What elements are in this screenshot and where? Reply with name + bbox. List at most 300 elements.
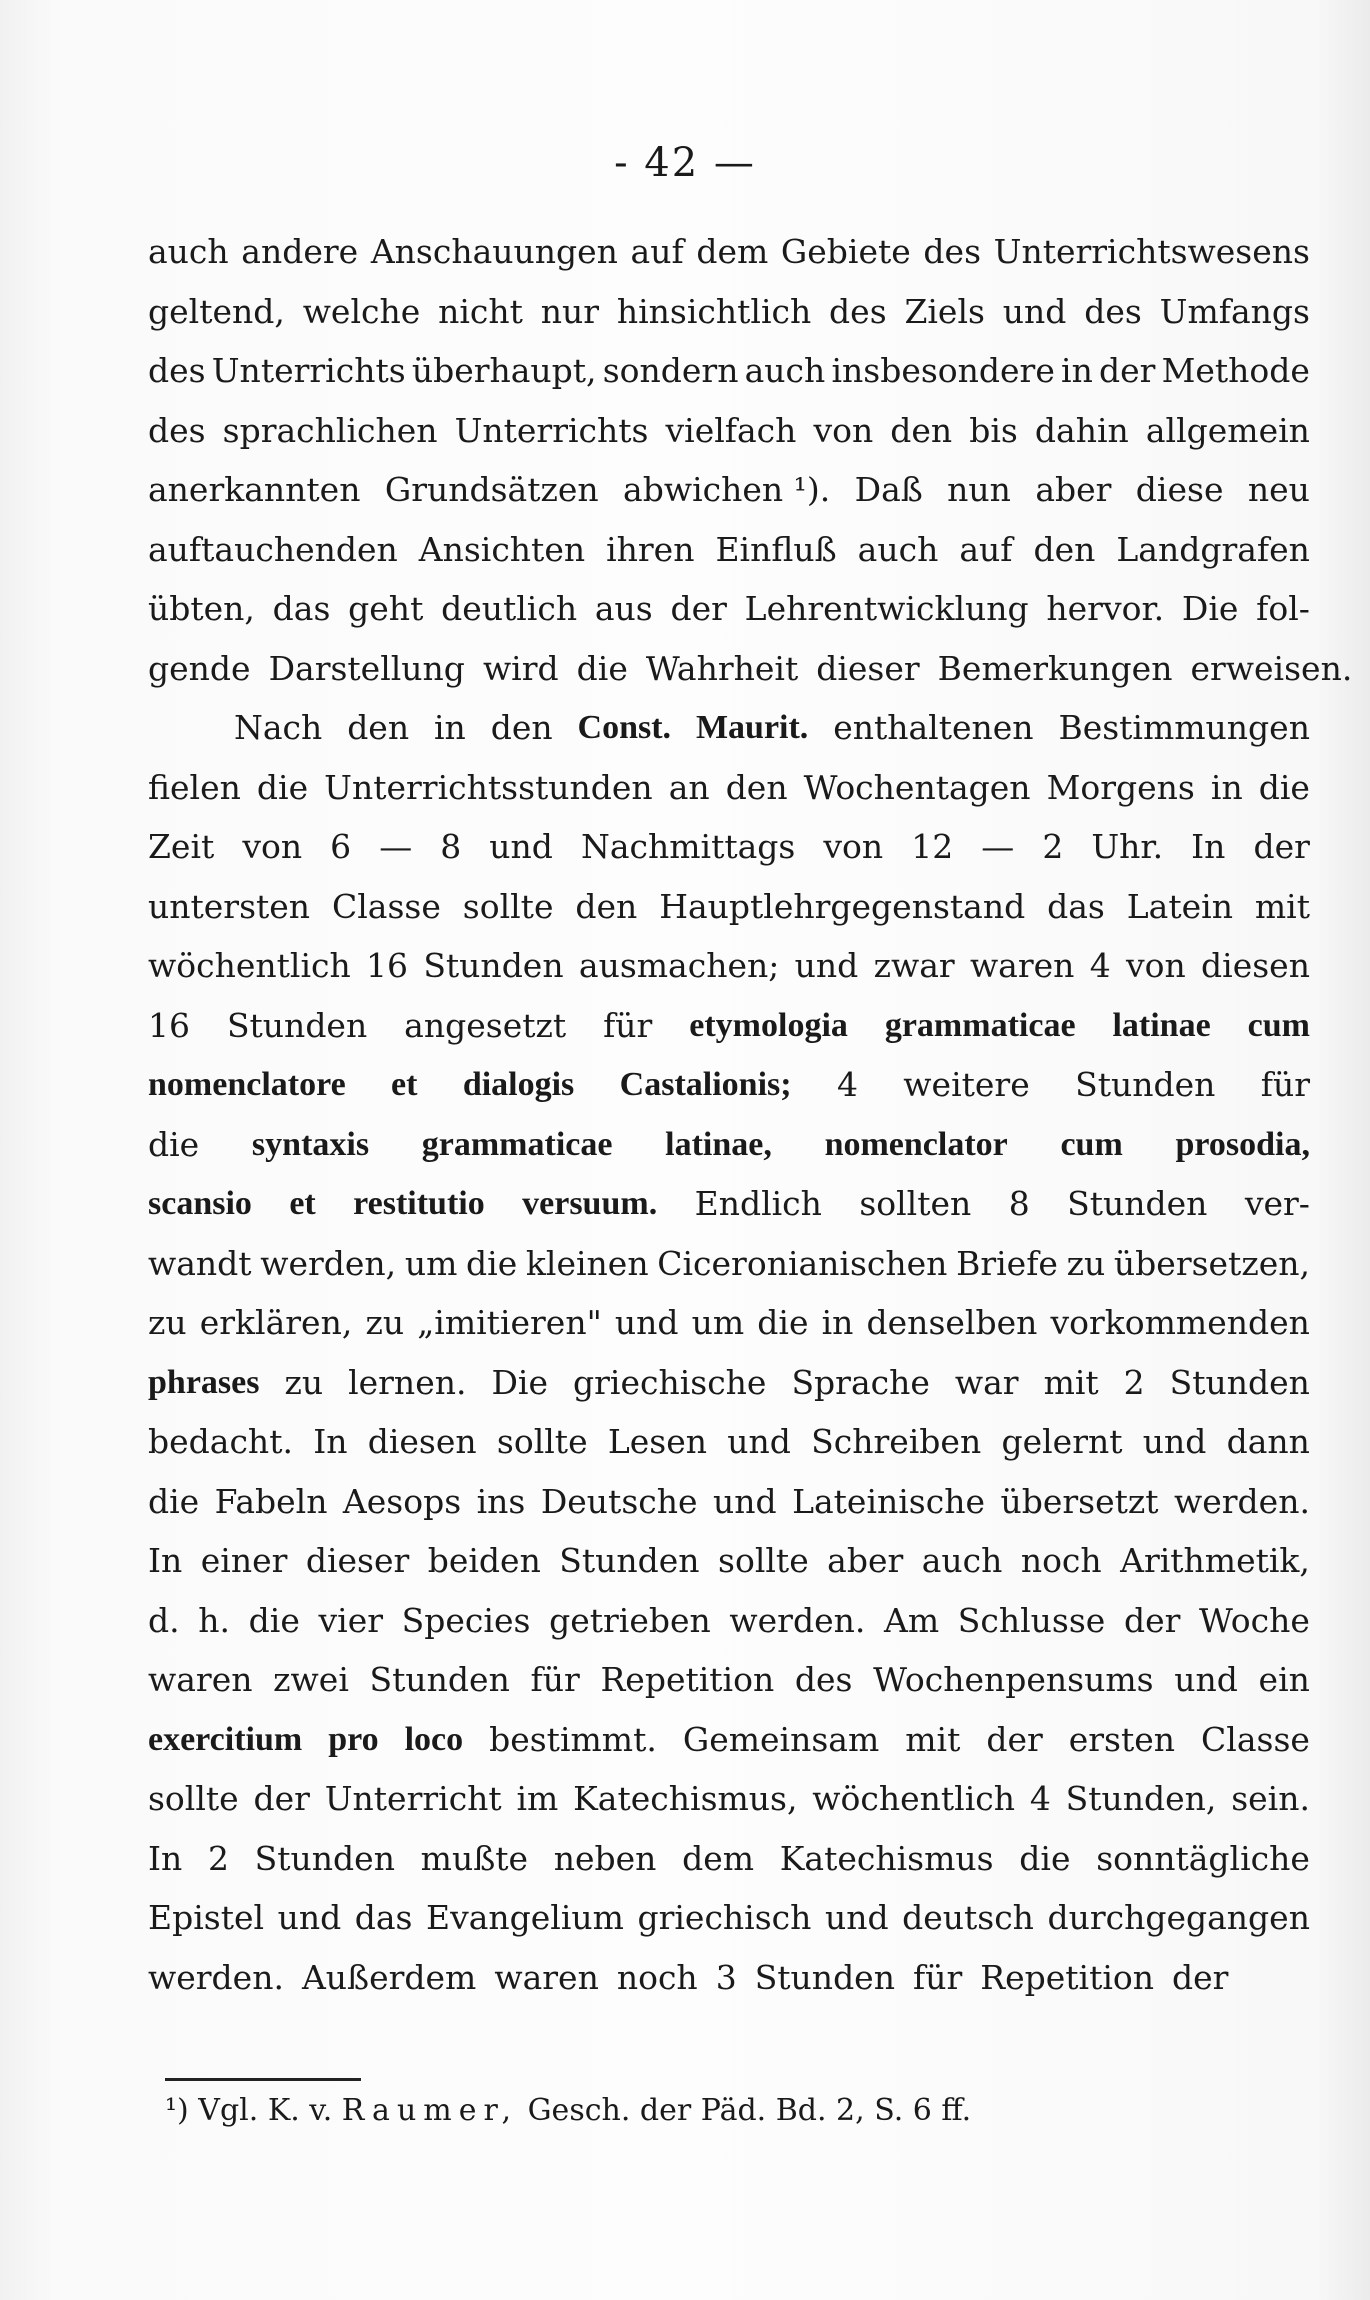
text-line <box>148 698 1310 758</box>
word: Einfluß <box>715 529 837 569</box>
word: war <box>954 1362 1019 1402</box>
word: cum <box>1060 1125 1123 1163</box>
word: fielen <box>148 767 241 807</box>
word: Arithmetik, <box>1120 1541 1310 1580</box>
word: Stunden, <box>1065 1779 1217 1818</box>
word: Uhr. <box>1091 827 1164 866</box>
word: 2 <box>1123 1362 1145 1402</box>
word: ein <box>1258 1660 1310 1699</box>
word: neben <box>553 1838 657 1878</box>
word: den <box>347 708 410 747</box>
word: 8 <box>440 827 462 866</box>
word: der <box>1172 1957 1229 1997</box>
word: der <box>1099 351 1156 390</box>
word: von <box>242 827 303 866</box>
word: dem <box>682 1838 755 1878</box>
word: 4 <box>1089 946 1111 985</box>
word: den <box>890 410 953 450</box>
word: Gebiete <box>780 232 911 271</box>
word: 2 <box>1042 827 1064 866</box>
word: Nachmittags <box>580 827 796 866</box>
word: mit <box>1254 886 1310 926</box>
footnote-author: Raumer, <box>341 2093 519 2128</box>
word: wöchentlich <box>812 1779 1016 1818</box>
word: der <box>670 589 727 628</box>
word: Schlusse <box>957 1600 1106 1640</box>
word: die <box>148 1481 200 1521</box>
word: den <box>1033 529 1096 569</box>
word: griechisch <box>637 1898 812 1937</box>
word: Stunden <box>369 1660 510 1699</box>
word: geltend, <box>148 291 285 331</box>
word: die <box>466 1243 518 1283</box>
word: des <box>148 410 206 450</box>
text-line <box>148 341 1310 401</box>
word: den <box>575 886 638 926</box>
word: sein. <box>1231 1779 1310 1818</box>
word: an <box>668 767 710 807</box>
word: ins <box>476 1481 526 1521</box>
word: Epistel <box>148 1898 265 1937</box>
word: Lateinische <box>792 1481 986 1521</box>
word: scansio <box>148 1185 252 1222</box>
word: Fabeln <box>214 1481 328 1521</box>
word: das <box>272 589 331 628</box>
word: nur <box>540 291 600 331</box>
text-line <box>148 1769 1310 1829</box>
word: untersten <box>148 886 311 926</box>
word: Die <box>491 1362 548 1402</box>
word: bis <box>969 410 1018 450</box>
word: Landgrafen <box>1116 529 1310 569</box>
word: Stunden <box>1169 1362 1310 1402</box>
word: 16 <box>366 946 409 985</box>
word: grammaticae <box>884 1006 1076 1044</box>
word: restitutio <box>353 1185 485 1222</box>
word: Maurit. <box>695 709 809 746</box>
word: und <box>824 1898 889 1937</box>
word: für <box>912 1957 963 1997</box>
word: sollte <box>462 886 554 926</box>
text-line <box>148 877 1310 937</box>
word: Castalionis; <box>619 1066 792 1103</box>
word: die <box>757 1303 809 1342</box>
word: insbesondere <box>831 351 1055 390</box>
word: anerkannten <box>148 470 361 509</box>
word: die <box>148 1124 200 1164</box>
text-line <box>148 936 1310 996</box>
word: sollte <box>496 1422 588 1461</box>
word: Grundsätzen <box>384 470 599 509</box>
word: Unterrichtsstunden <box>324 767 653 807</box>
word: latinae <box>1112 1006 1211 1044</box>
word: exercitium <box>148 1720 303 1758</box>
text-line <box>148 1829 1310 1889</box>
word: diesen <box>367 1422 477 1461</box>
word: Repetition <box>600 1660 775 1699</box>
word: auf <box>630 232 684 271</box>
word: nomenclatore <box>148 1066 346 1103</box>
word: erweisen. <box>1190 648 1353 688</box>
word: phrases <box>148 1363 260 1401</box>
text-line <box>148 1948 1310 2008</box>
word: beiden <box>427 1541 541 1580</box>
word: d. <box>148 1600 180 1640</box>
body-text <box>148 222 1353 2007</box>
word: in <box>821 1303 854 1342</box>
word: des <box>794 1660 853 1699</box>
word: zu <box>148 1303 187 1342</box>
text-line <box>148 1293 1310 1353</box>
text-line <box>148 639 1353 699</box>
word: übersetzen, <box>1113 1243 1310 1283</box>
word: auch <box>921 1541 1003 1580</box>
text-line <box>148 282 1310 342</box>
word: auf <box>959 529 1013 569</box>
word: des <box>1084 291 1142 331</box>
word: loco <box>404 1720 464 1758</box>
word: Stunden <box>226 1005 368 1045</box>
text-line <box>148 996 1310 1056</box>
word: ersten <box>1068 1719 1176 1759</box>
word: ihren <box>606 529 695 569</box>
text-line <box>148 1710 1310 1770</box>
word: Wochenpensums <box>873 1660 1154 1699</box>
text-line <box>148 520 1310 580</box>
word: Methode <box>1161 351 1310 390</box>
word: und <box>489 827 553 866</box>
word: in <box>434 708 466 747</box>
word: aber <box>827 1541 904 1580</box>
word: des <box>148 351 206 390</box>
word: 8 <box>1008 1184 1030 1223</box>
word: und <box>1142 1422 1207 1461</box>
word: Aesops <box>342 1481 462 1521</box>
word: im <box>516 1779 559 1818</box>
text-line <box>148 1055 1310 1115</box>
word: Die <box>1181 589 1239 628</box>
word: Unterrichtswesens <box>993 232 1310 271</box>
word: des <box>829 291 887 331</box>
word: vier <box>318 1600 384 1640</box>
word: Classe <box>331 886 441 926</box>
word: Evangelium <box>425 1898 624 1937</box>
word: um <box>691 1303 745 1342</box>
word: Katechismus <box>779 1838 994 1878</box>
word: dahin <box>1034 410 1129 450</box>
word: und <box>277 1898 342 1937</box>
word: die <box>1258 767 1310 807</box>
word: mußte <box>420 1838 529 1878</box>
word: Anschauungen <box>370 232 618 271</box>
word: In <box>313 1422 348 1461</box>
word: nun <box>947 470 1011 509</box>
text-line <box>148 1353 1310 1413</box>
word: das <box>1047 886 1105 926</box>
word: Sprache <box>791 1362 930 1402</box>
word: und <box>1002 291 1067 331</box>
word: der <box>1253 827 1310 866</box>
word: einer <box>200 1541 288 1580</box>
word: Darstellung <box>268 648 465 688</box>
word: neu <box>1247 470 1310 509</box>
word: Unterricht <box>324 1779 502 1818</box>
word: des <box>923 232 982 271</box>
word: wandt <box>148 1243 252 1283</box>
word: 3 <box>715 1957 737 1997</box>
word: andere <box>241 232 359 271</box>
word: der <box>253 1779 310 1818</box>
word: Stunden <box>1067 1184 1208 1223</box>
word: gende <box>148 648 251 688</box>
word: Ziels <box>904 291 985 331</box>
word: ver- <box>1244 1184 1310 1223</box>
word: syntaxis <box>251 1125 370 1163</box>
word: sollte <box>148 1779 239 1818</box>
word: dem <box>696 232 769 271</box>
word: pro <box>328 1720 379 1758</box>
word: der <box>986 1719 1043 1759</box>
word: der <box>1123 1600 1181 1640</box>
word: Classe <box>1201 1719 1310 1759</box>
word: Umfangs <box>1159 291 1310 331</box>
word: In <box>148 1838 183 1878</box>
word: et <box>391 1066 418 1103</box>
word: auch <box>148 232 229 271</box>
word: fol- <box>1256 589 1310 628</box>
footnote <box>165 2088 971 2134</box>
word: deutsch <box>902 1898 1034 1937</box>
word: mit <box>905 1719 961 1759</box>
word: sollte <box>718 1541 809 1580</box>
word: Stunden <box>423 946 564 985</box>
word: wöchentlich <box>148 946 351 985</box>
word: 12 <box>911 827 954 866</box>
word: die <box>576 648 628 688</box>
word: grammaticae <box>421 1125 613 1163</box>
word: vorkommenden <box>1050 1303 1310 1342</box>
word: Wochentagen <box>803 767 1031 807</box>
word: sprachlichen <box>222 410 438 450</box>
word: lernen. <box>348 1362 467 1402</box>
word: für <box>530 1660 580 1699</box>
word: diese <box>1135 470 1224 509</box>
word: werden. <box>148 1957 284 1997</box>
word: abwichen ¹). <box>623 470 831 509</box>
word: Katechismus, <box>573 1779 798 1818</box>
word: Stunden <box>559 1541 700 1580</box>
word: allgemein <box>1145 410 1310 450</box>
footnote-prefix: Vgl. K. v. <box>198 2093 333 2128</box>
word: für <box>1260 1065 1310 1104</box>
word: Stunden <box>754 1957 895 1997</box>
word: Stunden <box>254 1838 395 1878</box>
word: dialogis <box>462 1066 575 1103</box>
word: enthaltenen <box>833 708 1034 747</box>
word: sollten <box>859 1184 972 1223</box>
word: die <box>1019 1838 1071 1878</box>
text-line <box>148 1115 1310 1175</box>
word: sondern <box>602 351 739 390</box>
word: in <box>1061 351 1093 390</box>
word: Repetition <box>980 1957 1155 1997</box>
footnote-separator <box>165 2078 361 2081</box>
word: — <box>379 827 413 866</box>
word: waren <box>148 1660 253 1699</box>
word: — <box>981 827 1015 866</box>
word: Gemeinsam <box>682 1719 880 1759</box>
word: aber <box>1035 470 1112 509</box>
word: waren <box>494 1957 599 1997</box>
footnote-marker: ¹) <box>165 2093 189 2128</box>
word: die <box>248 1600 300 1640</box>
word: Endlich <box>694 1184 822 1223</box>
word: gelernt <box>1001 1422 1123 1461</box>
text-line <box>148 817 1310 877</box>
word: werden. <box>729 1600 866 1640</box>
word: mit <box>1043 1362 1099 1402</box>
word: Nach <box>234 708 323 747</box>
text-line <box>148 1412 1310 1472</box>
text-line <box>148 758 1310 818</box>
word: dann <box>1226 1422 1310 1461</box>
text-line <box>148 1531 1310 1591</box>
word: und <box>712 1481 777 1521</box>
text-line <box>148 222 1310 282</box>
word: Lehrentwicklung <box>744 589 1029 628</box>
word: auftauchenden <box>148 529 398 569</box>
word: und <box>794 946 859 985</box>
word: auch <box>857 529 939 569</box>
word: noch <box>1020 1541 1102 1580</box>
text-line <box>148 1174 1310 1234</box>
word: die <box>256 767 309 807</box>
word: werden. <box>1173 1481 1310 1521</box>
word: waren <box>969 946 1075 985</box>
word: h. <box>198 1600 231 1640</box>
word: et <box>289 1185 316 1222</box>
word: cum <box>1247 1006 1310 1044</box>
text-line <box>148 1472 1310 1532</box>
word: Latein <box>1126 886 1233 926</box>
word: werden, <box>260 1243 397 1283</box>
word: 4 <box>836 1065 858 1104</box>
text-line <box>148 1650 1310 1710</box>
word: geht <box>348 589 424 628</box>
page-number: - 42 — <box>614 140 756 186</box>
word: zu <box>1066 1243 1106 1283</box>
text-line <box>148 460 1310 520</box>
word: Unterrichts <box>211 351 406 390</box>
word: überhaupt, <box>411 351 597 390</box>
word: von <box>813 410 874 450</box>
word: übersetzt <box>1000 1481 1159 1521</box>
word: 2 <box>207 1838 229 1878</box>
word: Wahrheit <box>645 648 799 688</box>
word: von <box>1125 946 1186 985</box>
word: Species <box>401 1600 531 1640</box>
word: hervor. <box>1046 589 1165 628</box>
word: aus <box>594 589 653 628</box>
word: welche <box>302 291 421 331</box>
word: Hauptlehrgegenstand <box>659 886 1026 926</box>
word: sonntägliche <box>1096 1838 1310 1878</box>
word: In <box>1191 827 1226 866</box>
word: nomenclator <box>824 1125 1008 1163</box>
word: angesetzt <box>404 1005 567 1045</box>
word: hinsichtlich <box>616 291 812 331</box>
word: kleinen <box>525 1243 649 1283</box>
word: zwar <box>873 946 955 985</box>
text-line <box>148 401 1310 461</box>
word: den <box>725 767 788 807</box>
word: In <box>148 1541 183 1580</box>
word: zu <box>365 1303 405 1342</box>
word: etymologia <box>689 1006 848 1044</box>
word: Bestimmungen <box>1058 708 1310 747</box>
word: Deutsche <box>540 1481 698 1521</box>
text-line <box>148 1888 1310 1948</box>
text-line <box>148 1591 1310 1651</box>
word: getrieben <box>549 1600 711 1640</box>
word: „imitieren" <box>417 1303 602 1342</box>
word: Daß <box>854 470 923 509</box>
word: Bemerkungen <box>937 648 1173 688</box>
word: in <box>1210 767 1243 807</box>
word: griechische <box>572 1362 767 1402</box>
footnote-reference: Gesch. der Päd. Bd. 2, S. 6 ff. <box>527 2093 972 2128</box>
word: prosodia, <box>1175 1125 1310 1163</box>
word: 6 <box>330 827 352 866</box>
word: bestimmt. <box>489 1719 657 1759</box>
word: zu <box>284 1362 324 1402</box>
word: Am <box>884 1600 940 1640</box>
word: deutlich <box>441 589 578 628</box>
word: übten, <box>148 589 255 628</box>
word: wird <box>482 648 559 688</box>
word: 4 <box>1029 1779 1051 1818</box>
word: ausmachen; <box>578 946 780 985</box>
word: Ciceronianischen <box>657 1243 948 1283</box>
word: erklären, <box>199 1303 353 1342</box>
word: das <box>354 1898 413 1937</box>
word: noch <box>616 1957 698 1997</box>
word: auch <box>744 351 826 390</box>
word: von <box>823 827 884 866</box>
word: durchgegangen <box>1047 1898 1310 1937</box>
word: den <box>490 708 553 747</box>
text-line <box>148 579 1310 639</box>
word: Const. <box>577 709 672 746</box>
word: vielfach <box>665 410 797 450</box>
word: diesen <box>1201 946 1310 985</box>
word: um <box>404 1243 458 1283</box>
word: dieser <box>305 1541 410 1580</box>
text-line <box>148 1234 1310 1294</box>
word: Lesen <box>607 1422 707 1461</box>
word: Ansichten <box>418 529 586 569</box>
word: latinae, <box>665 1125 772 1163</box>
word: nicht <box>438 291 523 331</box>
word: zwei <box>273 1660 349 1699</box>
word: und <box>614 1303 679 1342</box>
word: denselben <box>866 1303 1038 1342</box>
word: Morgens <box>1046 767 1195 807</box>
word: Stunden <box>1075 1065 1216 1104</box>
word: bedacht. <box>148 1422 293 1461</box>
word: Zeit <box>148 827 215 866</box>
word: Außerdem <box>301 1957 477 1997</box>
